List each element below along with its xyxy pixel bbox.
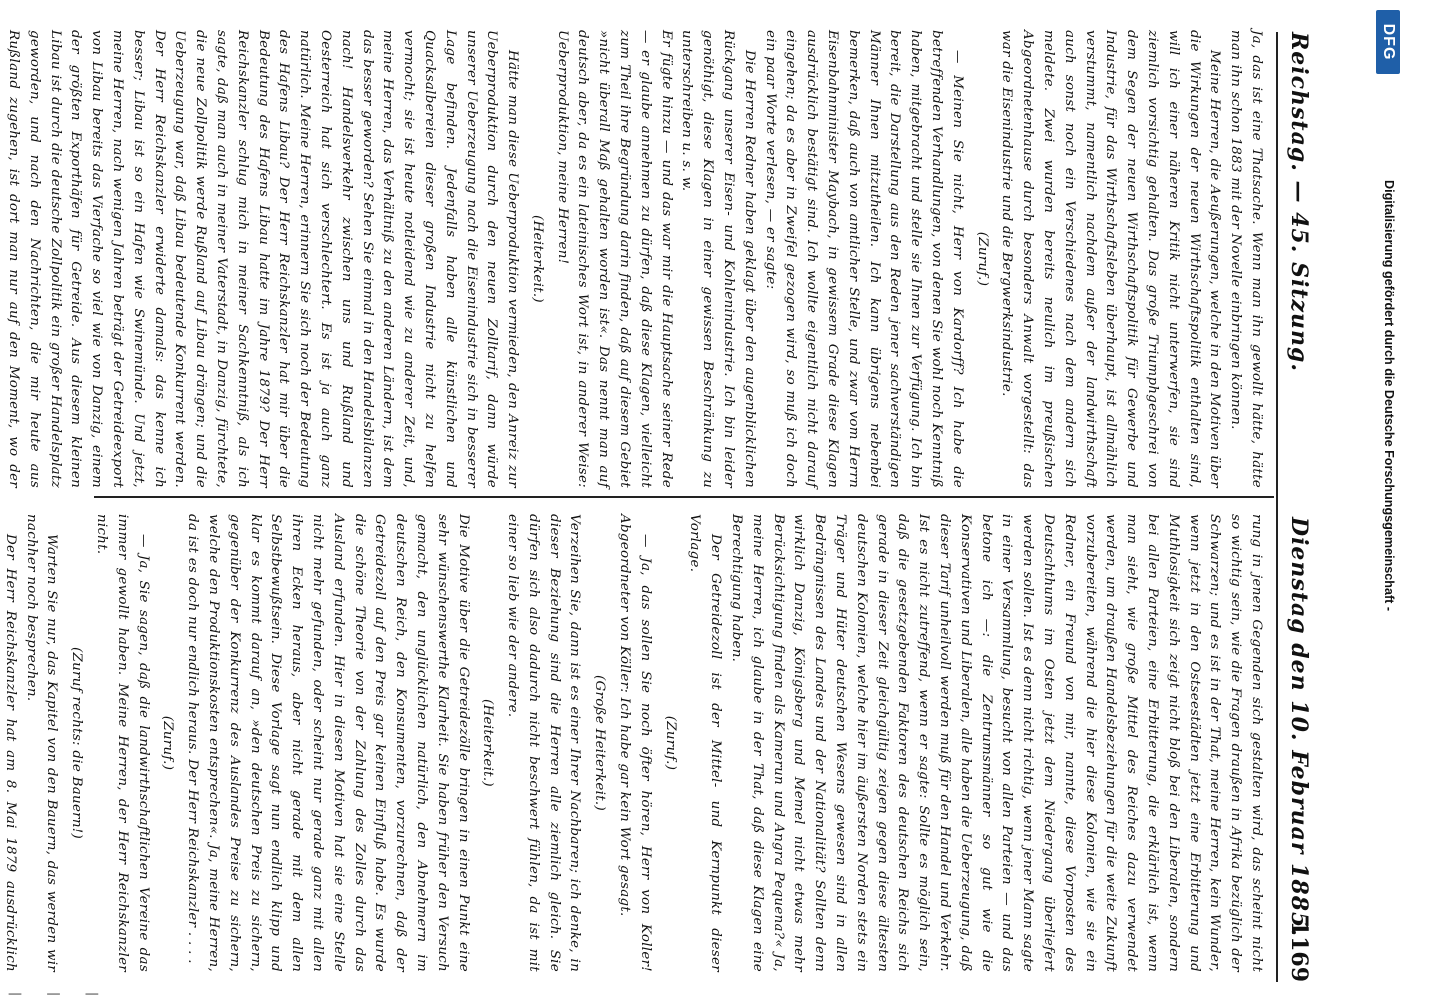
column-divider: [94, 496, 1274, 498]
interjection: (Zuruf rechts: die Bauern!): [69, 647, 85, 839]
paragraph: Verzeihen Sie, dann ist es einer Ihrer Nachbaren; ich denke, in dieser Beziehung sind die Herren alle ziemlich gleich. Sie dürfen sich also dadurch nicht beschwert fühlen, da ist mit einer so lieb wie der andere.: [505, 514, 583, 972]
paragraph: Die Motive über die Getreidezölle bringen in einen Punkt eine sehr wünschenswerthe Klarheit. Sie haben früher den Versuch gemacht, den unglücklichen natürlich, den Abnehmern im deutschen Reich, den Konsumenten, vorzurechnen, daß der Getreidezoll auf den Preis gar keinen Einfluß habe. Es wurde die schöne Theorie von der Zahlung des Zolles durch das Ausland erfunden. Hier in diesen Motiven hat sie eine Stelle nicht mehr gefunden, oder scheint nur gerade ganz mit allen ihren Ecken heraus, aber nicht gerade mit dem allen Selbstbewußtsein. Diese Vorlage sagt nun endlich klipp und klar es kommt darauf an, »den deutschen Preis zu sichern, gegenüber der Konkurrenz des Auslandes Preise zu sichern, welche den Produktionskosten entsprechen«. Ja, meine Herren, da ist es doch nur endlich heraus. Der Herr Reichskanzler . . . .: [185, 514, 471, 972]
document-page: [2, 2, 1336, 996]
paragraph: Der Getreidezoll ist der Mittel- und Kernpunkt dieser Vorlage.: [687, 514, 724, 972]
header-date: Dienstag den 10. Februar 1885.: [1286, 517, 1312, 938]
paragraph: Meine Herren, die Aeußerungen, welche in den Motiven über die Wirkungen der neuen Wirthschaftspolitik enthalten sind, will ich einer näheren Kritik nicht unterwerfen, sie sind ziemlich vorsichtig gehalten. Das große Triumphgeschrei von dem Segen der neuen Wirthschaftspolitik für Gewerbe und Industrie, für das Wirthschaftsleben überhaupt, ist allmählich verstummt, namentlich nachdem außer der landwirthschaft auch sonst noch ein Verschiedenes nach dem andern sich meldete. Zwei wurden bereits neulich im preußischen Abgeordnetenhause durch besonders Anwalt vorgestellt: das war die Eisenindustrie und die Bergwerksindustrie.: [999, 30, 1223, 488]
funding-note: Digitalisierung gefördert durch die Deutsche Forschungsgemeinschaft -: [1382, 180, 1396, 612]
right-column: [2, 514, 1266, 972]
paragraph: — Meinen Sie nicht, Herr von Kardorff? Ich habe die betreffenden Verhandlungen, von denen Sie wohl noch Kenntniß haben, mitgebracht und stelle sie Ihnen zur Verfügung. Ich bin bereit, die Darstellung aus den Reden jener sachverständigen Männer Ihnen mitzutheilen. Ich kann übrigens nebenbei bemerken, daß auch von amtlicher Stelle, und zwar vom Herrn Eisenbahnminister Maybach, in gewissem Grade diese Klagen ausdrücklich bestätigt sind. Ich wollte eigentlich nicht darauf eingehen; da es aber in Zweifel gezogen wird, so muß ich doch ein paar Worte verlesen, — er sagte:: [762, 30, 965, 488]
page-number: 1169: [1286, 920, 1312, 982]
interjection: (Zuruf.): [974, 231, 990, 287]
interjection: (Zuruf.): [662, 715, 678, 771]
corner-marks: — — —: [8, 986, 109, 1002]
paragraph: Hätte man diese Ueberproduktion vermieden, den Anreiz zur Ueberproduktion durch den neuen Zolltarif, dann würde unserer Ueberzeugung nach die Eisenindustrie sich in besserer Lage befinden. Jedenfalls haben alle künstlichen und Quacksalbereien dieser großen Industrie nicht zu helfen vermocht; sie ist heute notleidend wie zu anderer Zeit, und, meine Herren, das Verhältniß zu den anderen Ländern, ist dem das besser geworden? Sehen Sie einmal in den Handelsbilanzen nach! Handelsverkehr zwischen uns und Rußland und Oesterreich hat sich verschlechtert. Es ist ja auch ganz natürlich. Meine Herren, erinnern Sie sich noch der Bedeutung des Hafens Libau? Der Herr Reichskanzler hat mir über die Bedeutung des Hafens Libau hatte im Jahre 1879? Der Herr Reichskanzler schlug mich in meiner Sachkenntniß, als ich sagte, daß man auch in meiner Vaterstadt, in Danzig, fürchtete, die neue Zollpolitik werde Rußland auf Libau drängen; und die Ueberzeugung war, daß Libau bedeutende Konkurrent werden. Der Herr Reichskanzler erwiderte damals: das kenne ich besser; Libau ist so ein Hafen wie Swinemünde. Und jetzt, meine Herren, nach wenigen Jahren beträgt der Getreideexport von Libau bereits das Vierfache so viel wie von Danzig, einem der größten Exporthäfen für Getreide. Aus diesem kleinen Libau ist durch die deutsche Zollpolitik ein großer Handelsplatz geworden, und nach den Nachrichten, die mir heute aus Rußland zugehen, ist dort man nur auf den Moment, wo der: [5, 30, 521, 488]
interjection: (Heiterkeit.): [480, 699, 496, 787]
header-session: Reichstag. — 45. Sitzung.: [1286, 32, 1312, 373]
quotation: Die Herren Redner haben geklagt über den augenblicklichen Rückgang unserer Eisen- und Kohlenindustrie. Ich bin leider genöthigt, diese Klagen in einer gewissen Beschränkung zu unterschreiben u. s. w.: [679, 30, 757, 488]
paragraph: Er fügte hinzu — und das war mir die Hauptsache seiner Rede — er glaube annehmen zu dürfen, daß diese Klagen, vielleicht zum Theil ihre Begründung darin finden, daß auf diesem Gebiet »nicht überall Maß gehalten worden ist«. Das nennt man auf deutsch aber, da es ein lateinisches Wort ist, in anderer Weise: Ueberproduktion, meine Herren!: [554, 30, 674, 488]
page-header: [1274, 32, 1318, 982]
header-rule: [1276, 32, 1278, 982]
interjection: (Große Heiterkeit.): [592, 675, 608, 811]
interjection: (Heiterkeit.): [529, 215, 545, 303]
paragraph: — Ja, das sollen Sie noch öfter hören, Herr von Koller! Abgeordneter von Köller: Ich habe gar kein Wort gesagt.: [617, 514, 653, 972]
paragraph: — Ja, Sie sagen, daß die landwirthschaftlichen Vereine das immer gewollt haben. Meine Herren, der Herr Reichskanzler nicht.: [93, 514, 151, 972]
paragraph: rung in jenen Gegenden sich gestalten wird, das scheint nicht so wichtig sein, wie die Fragen draußen in Afrika bezüglich der Schwarzen; und es ist in der That, meine Herren, kein Wunder, wenn jetzt in den Ostseestädten jetzt eine Erbitterung und Muthlosigkeit sich zeigt nicht bloß bei den Liberalen, sondern bei allen Parteien, eine Erbitterung, die erklärlich ist, wenn man sieht, wie große Mittel des Reiches dazu verwendet werden, um draußen Handelsbeziehungen für die weite Zukunft vorzubereiten, während die hier diese Kolonien, wie sie ein Redner, ein Freund von mir, nannte, diese Vorposten des Deutschthums im Osten jetzt dem Niedergang überliefert werden sollen. Ist es denn nicht richtig, wenn jener Mann sagte in einer Versammlung, besucht von allen Parteien — und das betone ich —: die Zentrumsmänner so gut wie die Konservativen und Liberalen, alle haben die Ueberzeugung, daß dieser Tarif unheilvoll werden muß für den Handel und Verkehr. Ist es nicht zutreffend, wenn er sagte: Sollte es möglich sein, daß die gesetzgebenden Faktoren des deutschen Reichs sich gerade in dieser Zeit gleichgültig zeigen gegen diese ältesten deutschen Kolonien, welche hier im äußersten Norden stets ein Träger und Hüter deutschen Wesens gewesen sind in allen Bedrängnissen des Landes und der Nationalität? Sollten denn wirklich Danzig, Königsberg und Memel nicht etwas mehr Berücksichtigung finden als Kamerun und Angra Pequena?« Ja, meine Herren, ich glaube in der That, daß diese Klagen eine Berechtigung haben.: [729, 514, 1264, 972]
side-caption: [1372, 0, 1402, 1000]
paragraph: Der Herr Reichskanzler hat am 8. Mai 1879 ausdrücklich: [2, 534, 18, 972]
interjection: (Zuruf.): [160, 715, 176, 771]
dfg-logo: DFG: [1376, 10, 1400, 74]
left-column: [5, 30, 1266, 488]
paragraph: Ja, das ist eine Thatsache. Wenn man ihn gewollt hätte, hätte man ihn schon 1883 mit der Novelle einbringen können.: [1228, 30, 1264, 488]
paragraph: Warten Sie nur, das Kapitel von den Bauern, das werden wir nachher noch besprechen.: [23, 514, 60, 972]
